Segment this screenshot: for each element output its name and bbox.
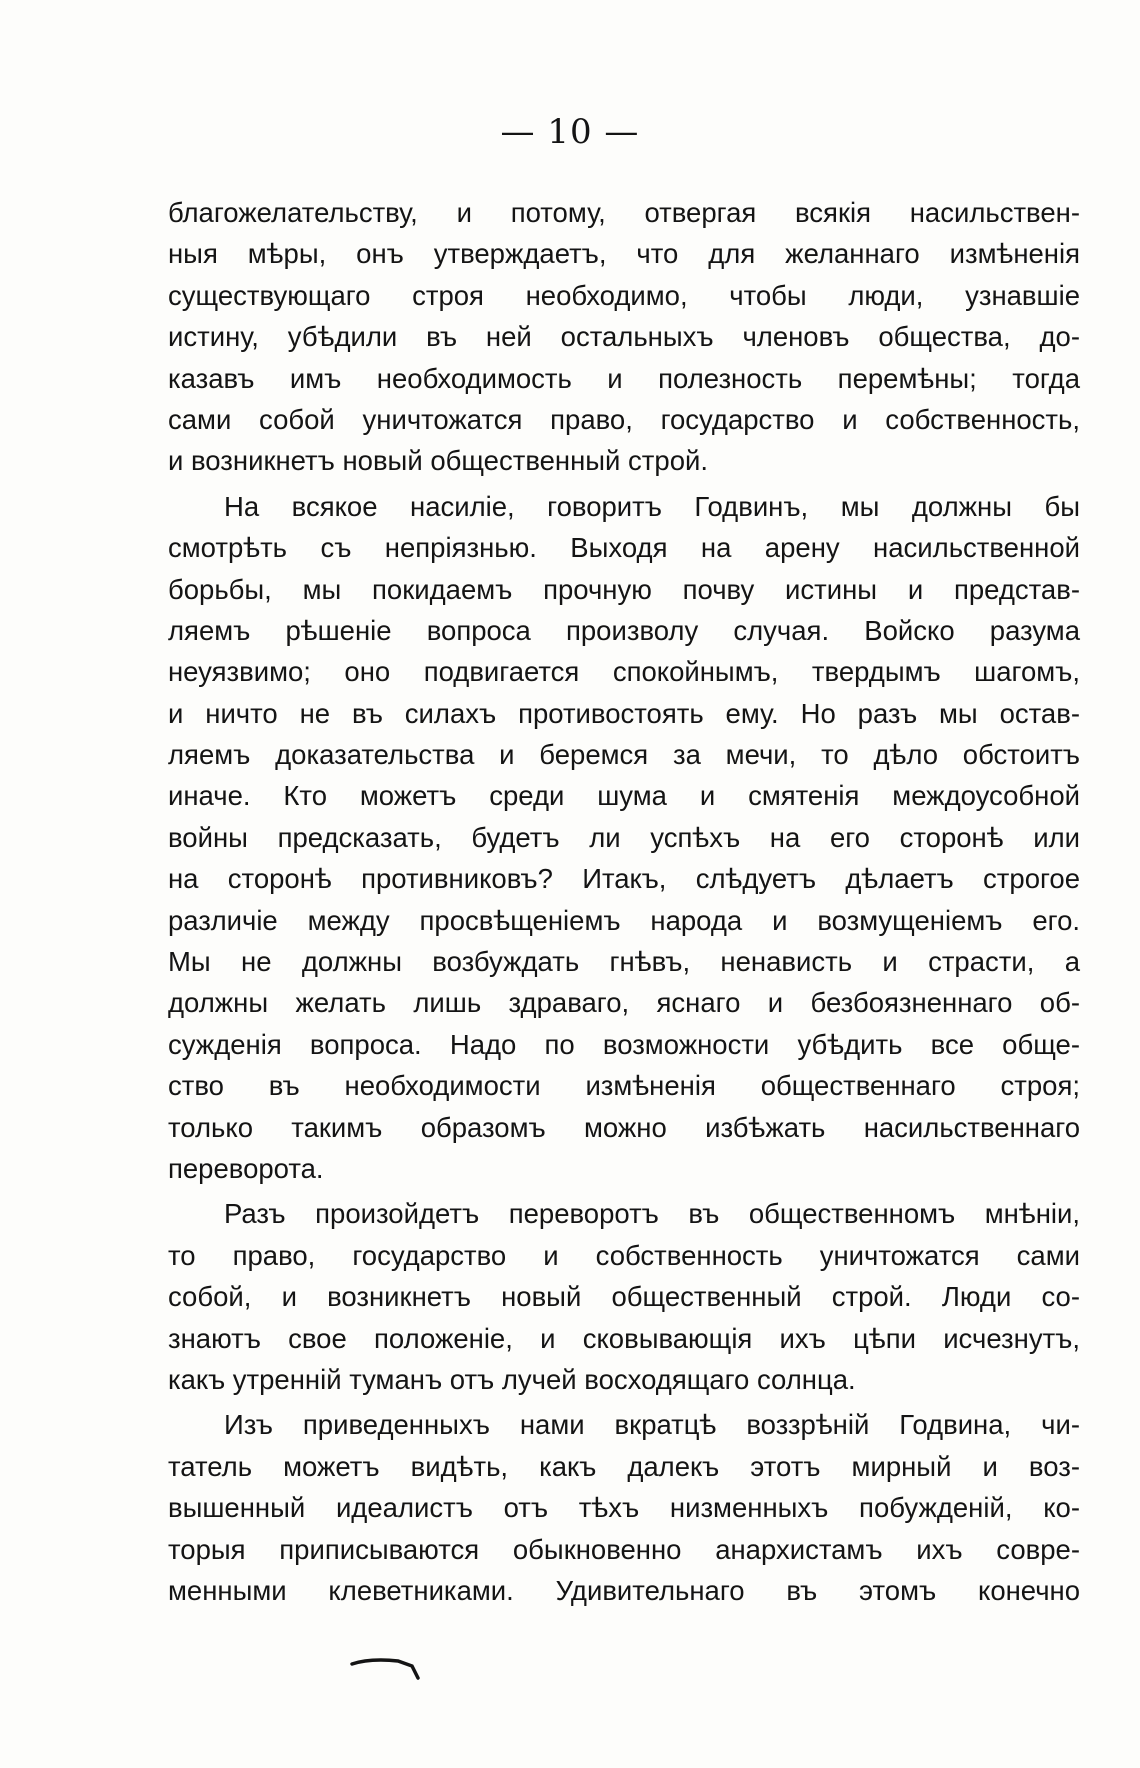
text-line: казавъ имъ необходимость и полезность перемѣны; тогда bbox=[168, 362, 1080, 394]
paragraph-4 bbox=[168, 1404, 1080, 1611]
text-line: истину, убѣдили въ ней остальныхъ членовъ общества, до- bbox=[168, 321, 1080, 353]
paragraph-1 bbox=[168, 192, 1080, 482]
text-line: На всякое насиліе, говоритъ Годвинъ, мы должны бы bbox=[224, 490, 1080, 522]
text-line: то право, государство и собственность уничтожатся сами bbox=[168, 1239, 1080, 1271]
text-line: сужденія вопроса. Надо по возможности убѣдить все обще- bbox=[168, 1028, 1080, 1060]
page-number: — 10 — bbox=[500, 112, 640, 152]
text-line: Разъ произойдетъ переворотъ въ общественномъ мнѣніи, bbox=[224, 1198, 1080, 1230]
text-line: знаютъ свое положеніе, и сковывающія ихъ цѣпи исчезнутъ, bbox=[168, 1322, 1080, 1354]
text-line: должны желать лишь здраваго, яснаго и безбоязненнаго об- bbox=[168, 987, 1080, 1019]
text-line: неуязвимо; оно подвигается спокойнымъ, твердымъ шагомъ, bbox=[168, 656, 1080, 688]
text-line: и ничто не въ силахъ противостоять ему. Но разъ мы остав- bbox=[168, 697, 1080, 729]
text-line: иначе. Кто можетъ среди шума и смятенія междоусобной bbox=[168, 780, 1080, 812]
text-line: татель можетъ видѣть, какъ далекъ этотъ мирный и воз- bbox=[168, 1450, 1080, 1482]
text-line: ство въ необходимости измѣненія общественнаго строя; bbox=[168, 1070, 1080, 1102]
text-line: ныя мѣры, онъ утверждаетъ, что для желаннаго измѣненія bbox=[168, 238, 1080, 270]
text-line: ляемъ доказательства и беремся за мечи, то дѣло обстоитъ bbox=[168, 739, 1080, 771]
text-line: торыя приписываются обыкновенно анархистамъ ихъ совре- bbox=[168, 1533, 1080, 1565]
text-line: собой, и возникнетъ новый общественный строй. Люди со- bbox=[168, 1281, 1080, 1313]
text-line: какъ утренній туманъ отъ лучей восходящаго солнца. bbox=[168, 1363, 856, 1395]
text-line: на сторонѣ противниковъ? Итакъ, слѣдуетъ дѣлаетъ строгое bbox=[168, 863, 1080, 895]
text-line: переворота. bbox=[168, 1152, 324, 1184]
text-line: существующаго строя необходимо, чтобы люди, узнавшіе bbox=[168, 279, 1080, 311]
text-line: смотрѣть съ непріязнью. Выходя на арену насильственной bbox=[168, 532, 1080, 564]
text-line: Изъ приведенныхъ нами вкратцѣ воззрѣній Годвина, чи- bbox=[224, 1409, 1080, 1441]
text-line: различіе между просвѣщеніемъ народа и возмущеніемъ его. bbox=[168, 904, 1080, 936]
text-line: только такимъ образомъ можно избѣжать насильственнаго bbox=[168, 1111, 1080, 1143]
text-line: сами собой уничтожатся право, государство и собственность, bbox=[168, 403, 1080, 435]
paragraph-2 bbox=[168, 486, 1080, 1190]
text-line: менными клеветниками. Удивительнаго въ этомъ конечно bbox=[168, 1574, 1080, 1606]
text-line: войны предсказать, будетъ ли успѣхъ на его сторонѣ или bbox=[168, 821, 1080, 853]
catchword-mark-icon bbox=[350, 1652, 430, 1682]
body-text bbox=[168, 192, 1080, 1615]
text-line: благожелательству, и потому, отвергая всякія насильствен- bbox=[168, 197, 1080, 228]
paragraph-3 bbox=[168, 1193, 1080, 1400]
text-line: борьбы, мы покидаемъ прочную почву истины и представ- bbox=[168, 573, 1080, 605]
text-line: Мы не должны возбуждать гнѣвъ, ненависть и страсти, а bbox=[168, 946, 1080, 978]
text-line: вышенный идеалистъ отъ тѣхъ низменныхъ побужденій, ко- bbox=[168, 1492, 1080, 1524]
text-line: и возникнетъ новый общественный строй. bbox=[168, 445, 708, 477]
text-line: ляемъ рѣшеніе вопроса произволу случая. Войско разума bbox=[168, 614, 1080, 646]
